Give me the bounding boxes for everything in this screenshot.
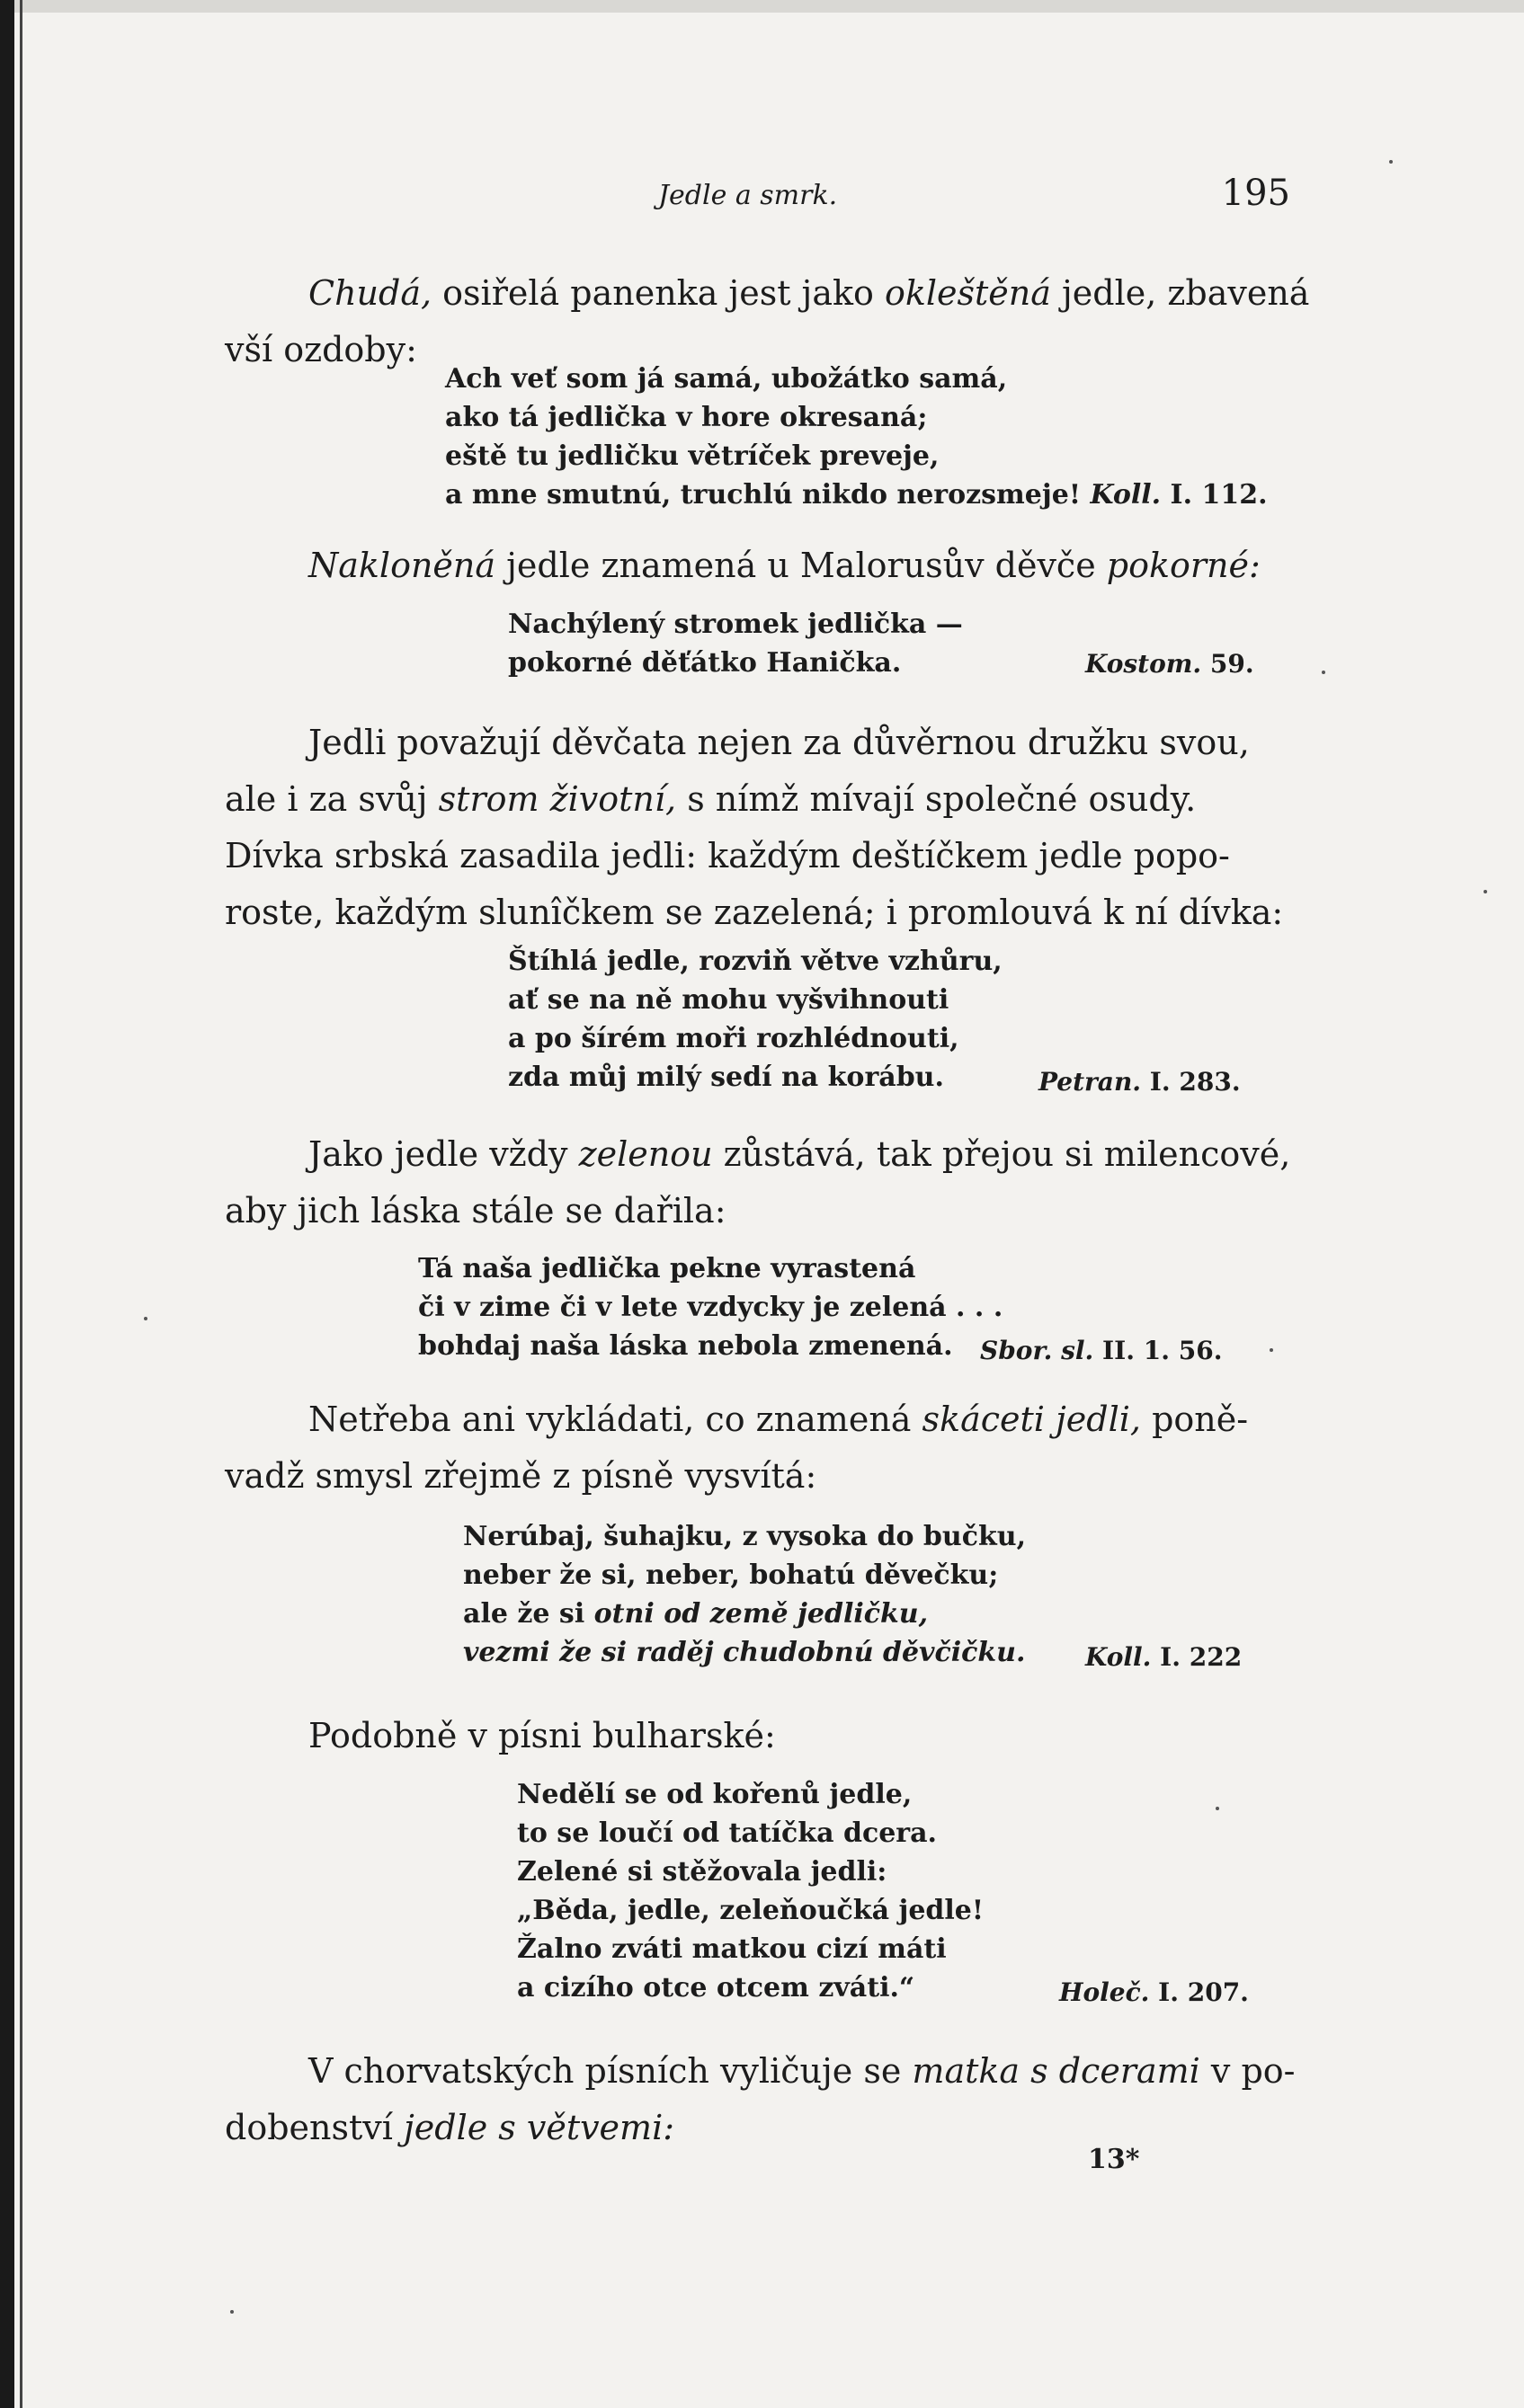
- scan-speck: [1322, 671, 1325, 674]
- text-line: Podobně v písni bulharské:: [308, 1716, 776, 1755]
- text-line: Nakloněná jedle znamená u Malorusův děvče pokorné:: [308, 546, 1261, 585]
- verse-line: Štíhlá jedle, rozviň větve vzhůru,: [508, 946, 1003, 977]
- page-number: 195: [1221, 173, 1290, 214]
- verse-line: a cizího otce otcem zváti.“: [517, 1972, 915, 2004]
- verse-line: Žalno zváti matkou cizí máti: [517, 1933, 947, 1965]
- signature-mark: 13*: [1088, 2144, 1140, 2175]
- verse-line: eště tu jedličku větríček preveje,: [445, 440, 940, 472]
- reference-koll: Koll. I. 222: [1085, 1642, 1243, 1672]
- verse-line: „Běda, jedle, zeleňoučká jedle!: [517, 1895, 985, 1926]
- text-line: V chorvatských písních vyličuje se matka s dcerami v po-: [308, 2051, 1296, 2091]
- scan-speck: [1216, 1807, 1219, 1810]
- text-line: aby jich láska stále se dařila:: [225, 1191, 726, 1231]
- scan-top-shade: [0, 0, 1524, 13]
- scan-speck: [144, 1317, 147, 1320]
- verse-line: pokorné děťátko Hanička.: [508, 647, 902, 679]
- verse-block-3: [508, 942, 1003, 1097]
- verse-line: ať se na ně mohu vyšvihnouti: [508, 984, 949, 1016]
- reference-kostom: Kostom. 59.: [1085, 649, 1254, 679]
- verse-line: Tá naša jedlička pekne vyrastená: [418, 1253, 916, 1284]
- text-line: Chudá, osiřelá panenka jest jako okleštěná jedle, zbavená: [308, 273, 1310, 313]
- verse-line: ako tá jedlička v hore okresaná;: [445, 402, 928, 433]
- reference-petran: Petran. I. 283.: [1038, 1067, 1241, 1097]
- verse-block-1: [445, 360, 1268, 514]
- text-line: dobenství jedle s větvemi:: [225, 2108, 675, 2147]
- verse-line: a po šírém moři rozhlédnouti,: [508, 1023, 959, 1054]
- reference-sbor-sl: Sbor. sl. II. 1. 56.: [980, 1336, 1223, 1365]
- verse-line: neber že si, neber, bohatú děvečku;: [463, 1559, 999, 1591]
- verse-line: či v zime či v lete vzdycky je zelená . . .: [418, 1292, 1003, 1323]
- paragraph-chorvatskych: [225, 2043, 1296, 2156]
- verse-line: Nerúbaj, šuhajku, z vysoka do bučku,: [463, 1521, 1027, 1552]
- verse-line: Zelené si stěžovala jedli:: [517, 1856, 887, 1888]
- verse-line: vezmi že si raděj chudobnú děvčičku.: [463, 1637, 1026, 1668]
- paragraph-podobne: [225, 1708, 1290, 1764]
- paragraph-naklonena: [225, 538, 1290, 594]
- scan-speck: [1484, 890, 1487, 893]
- scan-left-edge: [0, 0, 14, 2408]
- verse-block-5: [463, 1517, 1026, 1672]
- verse-block-6: [517, 1775, 984, 2007]
- verse-line: zda můj milý sedí na korábu.: [508, 1062, 944, 1093]
- text-line: vadž smysl zřejmě z písně vysvítá:: [225, 1456, 817, 1496]
- verse-line: Nachýlený stromek jedlička —: [508, 609, 963, 640]
- text-line: ale i za svůj strom životní, s nímž mívají společné osudy.: [225, 779, 1197, 819]
- verse-line: Nedělí se od kořenů jedle,: [517, 1779, 913, 1810]
- text-line: Dívka srbská zasadila jedli: každým deštíčkem jedle popo-: [225, 836, 1230, 875]
- text-line: Jedli považují děvčata nejen za důvěrnou družku svou,: [308, 723, 1250, 762]
- reference-holec: Holeč. I. 207.: [1059, 1977, 1249, 2007]
- scan-speck: [230, 2310, 234, 2314]
- scan-binding-line: [20, 0, 22, 2408]
- verse-line: to se loučí od tatíčka dcera.: [517, 1817, 937, 1849]
- verse-line: Ach veť som já samá, ubožátko samá,: [445, 363, 1008, 395]
- text-line: Netřeba ani vykládati, co znamená skáceti jedli, poně-: [308, 1399, 1249, 1439]
- verse-block-2: [508, 605, 963, 682]
- verse-line: ale že si otni od země jedličku,: [463, 1598, 929, 1630]
- scan-speck: [1270, 1348, 1273, 1352]
- verse-line: bohdaj naša láska nebola zmenená.: [418, 1330, 953, 1362]
- verse-line: a mne smutnú, truchlú nikdo nerozsmeje! Koll. I. 112.: [445, 479, 1268, 511]
- scan-speck: [1389, 160, 1393, 164]
- paragraph-jako-jedle: [225, 1126, 1290, 1240]
- text-line: roste, každým slunîčkem se zazelená; i promlouvá k ní dívka:: [225, 893, 1284, 932]
- text-line: Jako jedle vždy zelenou zůstává, tak přejou si milencové,: [308, 1134, 1291, 1174]
- paragraph-netreba: [225, 1391, 1290, 1505]
- running-title: Jedle a smrk.: [658, 180, 838, 211]
- paragraph-jedli-povazuji: [225, 715, 1290, 941]
- verse-block-4: [418, 1249, 1003, 1365]
- text-line: vší ozdoby:: [225, 330, 417, 369]
